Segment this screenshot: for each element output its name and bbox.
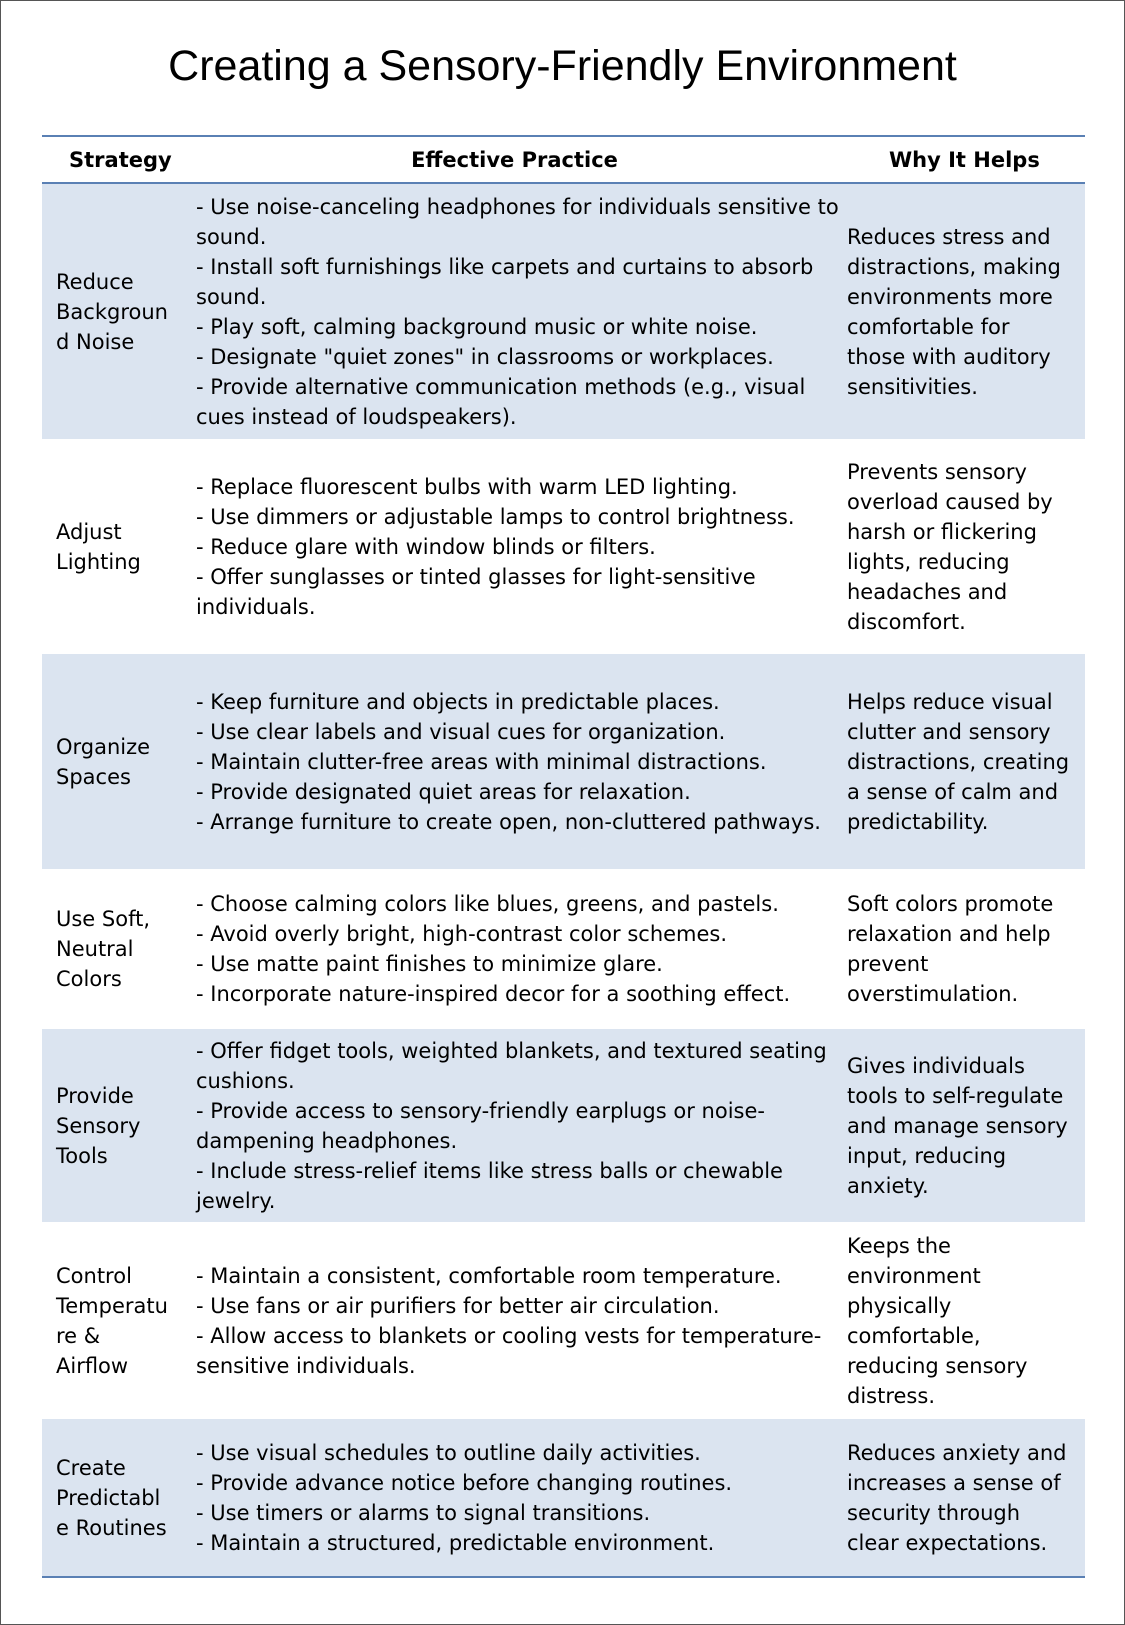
page-title: Creating a Sensory-Friendly Environment [168, 42, 957, 90]
why-text: Prevents sensory [847, 459, 1027, 484]
strategy-text: Adjust [56, 519, 122, 544]
practice-cell [190, 192, 839, 432]
practice-text: - Use noise-canceling headphones for individuals sensitive to [196, 194, 839, 219]
why-text: tools to self-regulate [847, 1083, 1064, 1108]
practice-text: - Use fans or air purifiers for better air circulation. [196, 1293, 720, 1318]
why-text: anxiety. [847, 1173, 929, 1198]
strategy-text: Airflow [56, 1353, 129, 1378]
why-text: environment [847, 1263, 981, 1288]
practice-text: - Use timers or alarms to signal transitions. [196, 1500, 651, 1525]
practice-cell [190, 889, 839, 1009]
practice-text: jewelry. [196, 1188, 276, 1213]
practice-text: sound. [196, 284, 267, 309]
strategy-text: Organize [56, 734, 151, 759]
practice-text: cues instead of loudspeakers). [196, 404, 517, 429]
header-strategy: Strategy [69, 147, 172, 172]
strategy-cell [42, 517, 190, 577]
practice-text: - Provide alternative communication methods (e.g., visual [196, 374, 806, 399]
why-text: environments more [847, 284, 1053, 309]
practice-text: - Offer fidget tools, weighted blankets, and textured seating [196, 1038, 827, 1063]
why-text: sensitivities. [847, 374, 978, 399]
practice-cell [190, 687, 839, 837]
table-row [42, 654, 1085, 869]
why-text: comfortable, [847, 1323, 981, 1348]
strategy-cell [42, 1261, 190, 1381]
practice-text: - Choose calming colors like blues, greens, and pastels. [196, 892, 779, 916]
table-row [42, 1419, 1085, 1576]
header-effective-practice: Effective Practice [411, 147, 618, 172]
practice-text: - Replace fluorescent bulbs with warm LED lighting. [196, 474, 738, 499]
practice-text: - Install soft furnishings like carpets and curtains to absorb [196, 254, 814, 279]
strategy-text: Lighting [56, 549, 141, 574]
practice-text: - Provide access to sensory-friendly earplugs or noise- [196, 1098, 765, 1123]
strategy-text: Predictabl [56, 1485, 161, 1510]
practice-text: - Include stress-relief items like stress balls or chewable [196, 1158, 783, 1183]
why-text: distractions, creating [847, 749, 1070, 774]
why-text: a sense of calm and [847, 779, 1059, 804]
practice-text: - Designate "quiet zones" in classrooms or workplaces. [196, 344, 774, 369]
strategy-cell [42, 267, 190, 357]
why-text: Soft colors promote [847, 892, 1054, 916]
why-text: Reduces stress and [847, 224, 1051, 249]
why-text: physically [847, 1293, 952, 1318]
why-text: clutter and sensory [847, 719, 1051, 744]
strategy-text: Spaces [56, 764, 131, 789]
strategy-text: Tools [56, 1143, 108, 1168]
why-text: Keeps the [847, 1233, 951, 1258]
why-cell [839, 1051, 1085, 1201]
practice-text: - Use clear labels and visual cues for organization. [196, 719, 726, 744]
why-cell [839, 889, 1085, 1009]
strategy-cell [42, 732, 190, 792]
practice-text: - Provide advance notice before changing routines. [196, 1470, 733, 1495]
why-text: Reduces anxiety and [847, 1440, 1067, 1465]
why-cell [839, 1231, 1085, 1411]
strategy-text: d Noise [56, 329, 135, 354]
table-row [42, 439, 1085, 654]
strategy-text: Control [56, 1263, 132, 1288]
why-cell [839, 457, 1085, 637]
practice-text: - Keep furniture and objects in predictable places. [196, 689, 720, 714]
practice-text: - Offer sunglasses or tinted glasses for light-sensitive [196, 564, 756, 589]
practice-text: sound. [196, 224, 267, 249]
why-text: harsh or flickering [847, 519, 1037, 544]
why-text: those with auditory [847, 344, 1051, 369]
practice-cell [190, 1438, 839, 1558]
practice-text: - Use visual schedules to outline daily activities. [196, 1440, 701, 1465]
why-text: input, reducing [847, 1143, 1007, 1168]
practice-text: - Arrange furniture to create open, non-cluttered pathways. [196, 809, 821, 834]
practice-text: - Avoid overly bright, high-contrast color schemes. [196, 922, 728, 946]
why-text: distress. [847, 1383, 935, 1408]
strategy-table [42, 135, 1085, 1578]
practice-text: cushions. [196, 1068, 295, 1093]
why-text: prevent [847, 952, 929, 976]
why-text: predictability. [847, 809, 989, 834]
practice-text: - Use dimmers or adjustable lamps to control brightness. [196, 504, 795, 529]
practice-text: sensitive individuals. [196, 1353, 416, 1378]
practice-text: - Maintain a consistent, comfortable room temperature. [196, 1263, 782, 1288]
why-text: increases a sense of [847, 1470, 1061, 1495]
practice-text: - Maintain clutter-free areas with minimal distractions. [196, 749, 767, 774]
practice-text: - Provide designated quiet areas for relaxation. [196, 779, 691, 804]
why-text: Helps reduce visual [847, 689, 1053, 714]
why-text: overload caused by [847, 489, 1053, 514]
why-text: overstimulation. [847, 982, 1019, 1006]
strategy-text: Use Soft, [56, 907, 151, 931]
why-cell [839, 222, 1085, 402]
practice-text: - Maintain a structured, predictable environment. [196, 1530, 715, 1555]
strategy-text: Sensory [56, 1113, 141, 1138]
why-text: discomfort. [847, 609, 966, 634]
why-text: comfortable for [847, 314, 1010, 339]
strategy-cell [42, 904, 190, 994]
why-cell [839, 1438, 1085, 1558]
strategy-cell [42, 1081, 190, 1171]
practice-cell [190, 1261, 839, 1381]
why-text: relaxation and help [847, 922, 1051, 946]
practice-text: - Incorporate nature-inspired decor for a soothing effect. [196, 982, 791, 1006]
practice-text: - Reduce glare with window blinds or filters. [196, 534, 656, 559]
why-cell [839, 687, 1085, 837]
practice-text: dampening headphones. [196, 1128, 458, 1153]
why-text: clear expectations. [847, 1530, 1048, 1555]
strategy-text: Backgroun [56, 299, 168, 324]
practice-text: - Play soft, calming background music or white noise. [196, 314, 758, 339]
strategy-text: re & [56, 1323, 101, 1348]
practice-text: - Use matte paint finishes to minimize glare. [196, 952, 663, 976]
why-text: security through [847, 1500, 1021, 1525]
strategy-text: Create [56, 1455, 126, 1480]
practice-text: - Allow access to blankets or cooling vests for temperature- [196, 1323, 822, 1348]
strategy-text: Provide [56, 1083, 134, 1108]
why-text: reducing sensory [847, 1353, 1028, 1378]
strategy-text: Temperatu [56, 1293, 168, 1318]
table-row [42, 184, 1085, 439]
practice-cell [190, 472, 839, 622]
strategy-text: Colors [56, 967, 122, 991]
table-header-row [42, 137, 1085, 184]
table-row [42, 869, 1085, 1029]
why-text: distractions, making [847, 254, 1061, 279]
table-row [42, 1029, 1085, 1222]
why-text: and manage sensory [847, 1113, 1068, 1138]
why-text: lights, reducing [847, 549, 1010, 574]
why-text: Gives individuals [847, 1053, 1025, 1078]
practice-text: individuals. [196, 594, 316, 619]
practice-cell [190, 1036, 839, 1216]
strategy-text: Reduce [56, 269, 134, 294]
strategy-cell [42, 1453, 190, 1543]
why-text: headaches and [847, 579, 1008, 604]
header-why-it-helps: Why It Helps [889, 147, 1040, 172]
strategy-text: e Routines [56, 1515, 167, 1540]
strategy-text: Neutral [56, 937, 134, 961]
table-row [42, 1222, 1085, 1419]
